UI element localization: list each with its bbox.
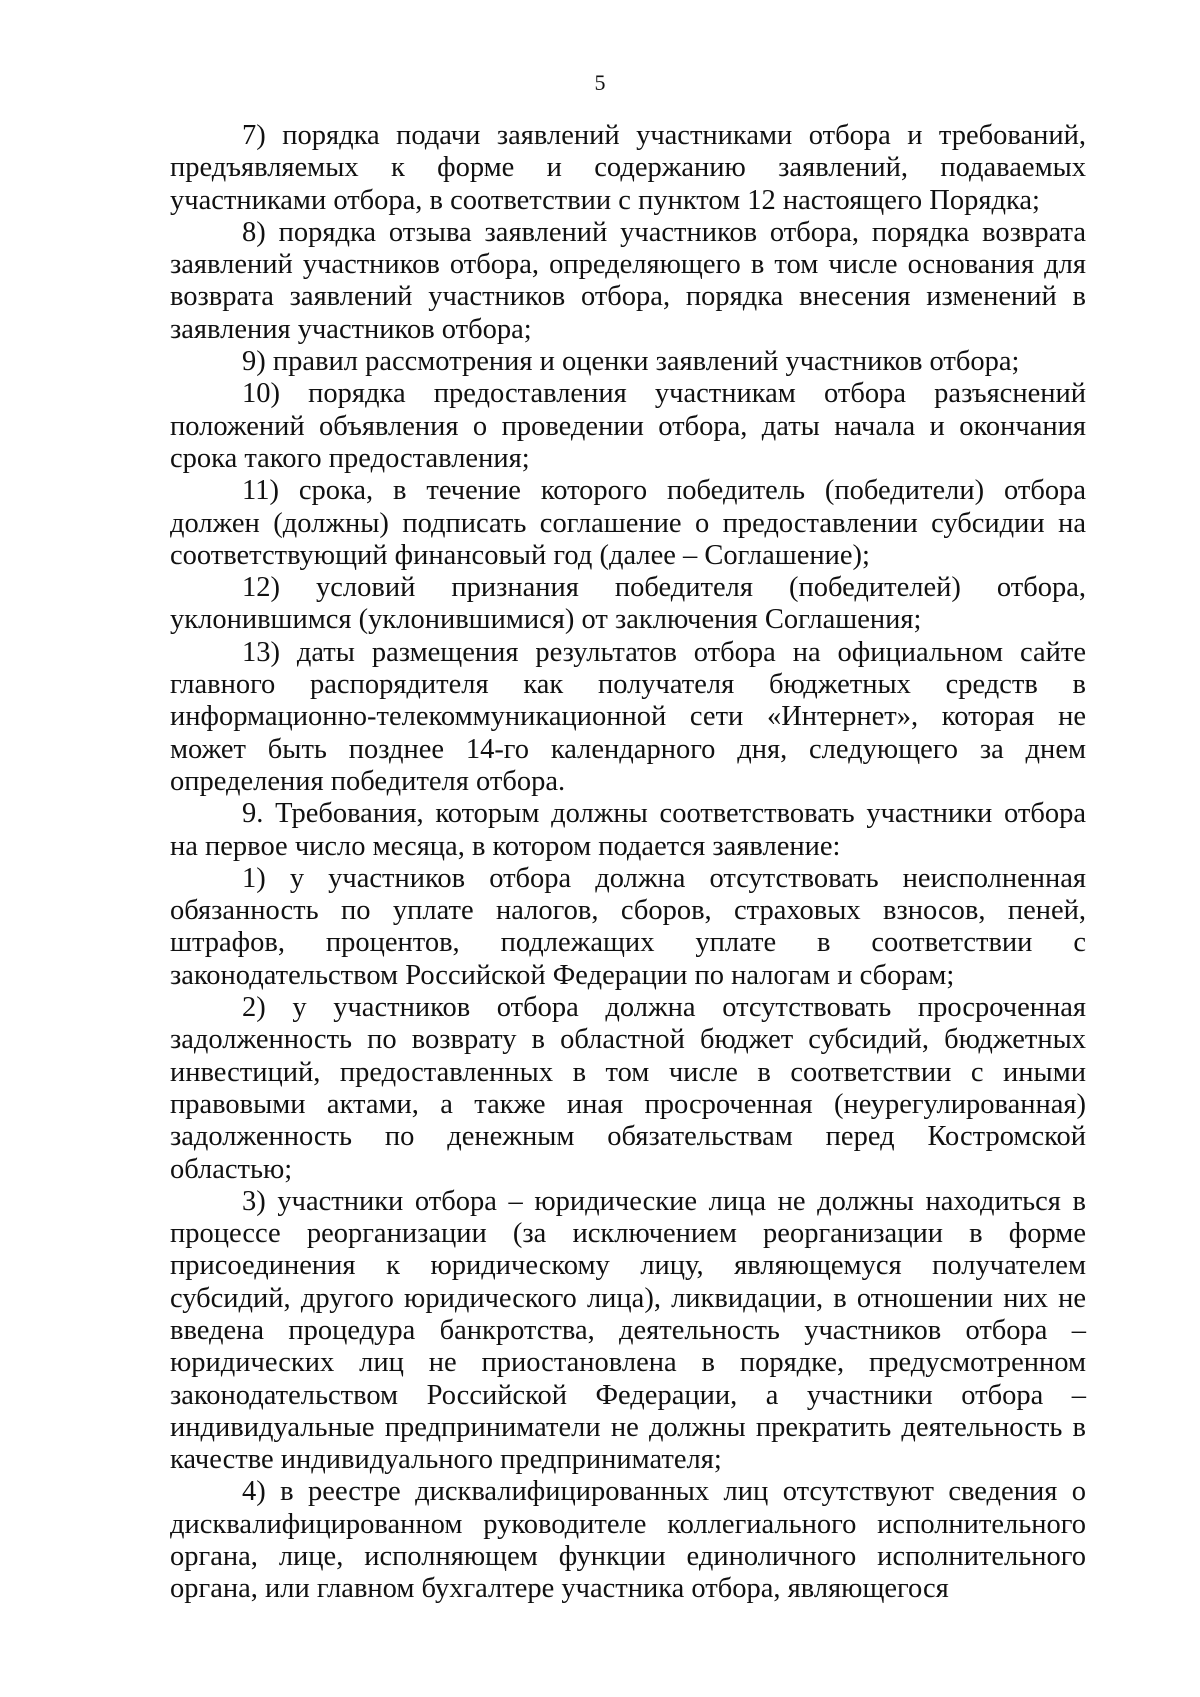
- document-body: [170, 120, 1086, 1606]
- paragraph-item-7: 7) порядка подачи заявлений участниками отбора и требований, предъявляемых к форме и содержанию заявлений, подаваемых участниками отбора, в соответствии с пунктом 12 настоящего Порядка;: [170, 120, 1086, 216]
- paragraph-item-8: 8) порядка отзыва заявлений участников отбора, порядка возврата заявлений участников отбора, определяющего в том числе основания для возврата заявлений участников отбора, порядка внесения изменений в заявления участников отбора;: [170, 216, 1086, 345]
- paragraph-requirement-2: 2) у участников отбора должна отсутствовать просроченная задолженность по возврату в областной бюджет субсидий, бюджетных инвестиций, предоставленных в том числе в соответствии с иными правовыми актами, а также иная просроченная (неурегулированная) задолженность по денежным обязательствам перед Костромской областью;: [170, 992, 1086, 1185]
- paragraph-requirement-1: 1) у участников отбора должна отсутствовать неисполненная обязанность по уплате налогов, сборов, страховых взносов, пеней, штрафов, процентов, подлежащих уплате в соответствии с законодательством Российской Федерации по налогам и сборам;: [170, 862, 1086, 991]
- paragraph-clause-9: 9. Требования, которым должны соответствовать участники отбора на первое число месяца, в котором подается заявление:: [170, 798, 1086, 862]
- paragraph-item-12: 12) условий признания победителя (победителей) отбора, уклонившимся (уклонившимися) от заключения Соглашения;: [170, 572, 1086, 636]
- page-number: 5: [594, 70, 606, 95]
- paragraph-requirement-3: 3) участники отбора – юридические лица не должны находиться в процессе реорганизации (за исключением реорганизации в форме присоединения к юридическому лицу, являющемуся получателем субсидий, другого юридического лица), ликвидации, в отношении них не введена процедура банкротства, деятельность участников отбора – юридических лиц не приостановлена в порядке, предусмотренном законодательством Российской Федерации, а участники отбора – индивидуальные предприниматели не должны прекратить деятельность в качестве индивидуального предпринимателя;: [170, 1185, 1086, 1476]
- paragraph-requirement-4: 4) в реестре дисквалифицированных лиц отсутствуют сведения о дисквалифицированном руководителе коллегиального исполнительного органа, лице, исполняющем функции единоличного исполнительного органа, или главном бухгалтере участника отбора, являющегося: [170, 1476, 1086, 1605]
- paragraph-item-10: 10) порядка предоставления участникам отбора разъяснений положений объявления о проведении отбора, даты начала и окончания срока такого предоставления;: [170, 378, 1086, 474]
- paragraph-item-13: 13) даты размещения результатов отбора на официальном сайте главного распорядителя как получателя бюджетных средств в информационно-телекоммуникационной сети «Интернет», которая не может быть позднее 14-го календарного дня, следующего за днем определения победителя отбора.: [170, 636, 1086, 797]
- paragraph-item-9: 9) правил рассмотрения и оценки заявлений участников отбора;: [242, 346, 1020, 378]
- paragraph-item-11: 11) срока, в течение которого победитель (победители) отбора должен (должны) подписать соглашение о предоставлении субсидии на соответствующий финансовый год (далее – Соглашение);: [170, 475, 1086, 571]
